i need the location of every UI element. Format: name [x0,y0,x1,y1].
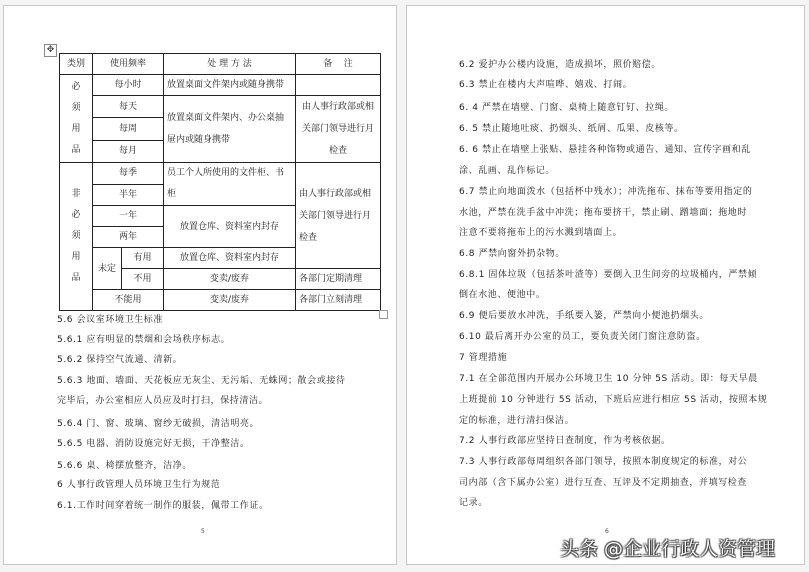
paragraph-line: 7 管理措施 [459,353,508,363]
freq-cell: 每周 [93,118,164,140]
note-cell: 各部门立刻清理 [296,290,381,311]
paragraph-line: 记录。 [459,498,488,508]
note-cell: 由人事行政部或相关部门领导进行月检查 [296,163,381,269]
document-page-6 [406,5,805,565]
document-page-5 [3,5,397,565]
paragraph-line: 6 人事行政管理人员环境卫生行为规范 [57,480,221,490]
paragraph-line: 上班提前 10 分钟进行 5S 活动，下班后应进行相应 5S 活动，按照本规 [459,395,768,405]
paragraph-line: 7.3 人事行政部每周组织各部门领导，按照本制度规定的标准，对公 [459,457,748,467]
table-header-row [60,54,381,75]
freq-useless: 不用 [122,269,164,290]
category-optional: 非 必 须 用 品 [60,163,93,311]
usage-frequency-table [59,53,381,311]
note-cell-empty [296,75,381,96]
paragraph-line: 涂、乱画、乱作标记。 [459,166,556,176]
paragraph-line: 5.6.2 保持空气流通、清新。 [57,355,183,365]
freq-unusable: 不能用 [93,290,164,311]
paragraph-line: 6.7 禁止向地面泼水（包括杯中残水）；冲洗拖布、抹布等要用指定的 [459,187,753,197]
paragraph-line: 6.2 爱护办公楼内设施，造成损坏，照价赔偿。 [459,60,661,70]
paragraph-line: 7.2 人事行政部应坚持日查制度，作为考核依据。 [459,436,671,446]
method-cell: 放置桌面文件架内、办公桌抽屉内或随身携带 [164,96,296,163]
paragraph-line: 5.6.4 门、窗、玻璃、窗纱无破损，清洁明亮。 [57,419,260,429]
note-cell: 由人事行政部或相关部门领导进行月检查 [296,96,381,163]
paragraph-line: 6.10 最后离开办公室的员工，要负责关闭门窗注意防盗。 [459,332,706,342]
paragraph-line: 5.6.1 应有明显的禁烟和会场秩序标志。 [57,335,231,345]
paragraph-line: 定的标准，进行清扫保洁。 [459,416,575,426]
method-cell: 放置仓库、资料室内封存 [164,206,296,248]
freq-cell: 半年 [93,184,164,206]
freq-cell: 一年 [93,206,164,227]
freq-undetermined: 未定 [93,248,122,290]
paragraph-line: 6.8 严禁向窗外扔杂物。 [459,249,565,259]
paragraph-line: 6.1.工作时间穿着统一制作的服装，佩带工作证。 [57,501,269,511]
freq-cell: 每月 [93,140,164,162]
paragraph-line: 水池，严禁在洗手盆中冲洗；拖布要挤干，禁止刷、蹭墙面；拖地时 [459,208,748,218]
table-move-handle-icon[interactable]: ✥ [44,44,57,57]
paragraph-line: 6. 5 禁止随地吐痰、扔烟头、纸屑、瓜果、皮核等。 [459,124,684,134]
freq-cell: 每季 [93,163,164,185]
freq-useful: 有用 [122,248,164,269]
paragraph-line: 司内部（含下属办公室）进行互查、互评及不定期抽查，并填写检查 [459,478,748,488]
page-number: 5 [201,528,205,535]
paragraph-line: 5.6.5 电器、消防设施完好无损，干净整洁。 [57,439,250,449]
header-method: 处 理 方 法 [164,54,296,75]
freq-cell: 两年 [93,227,164,248]
table-resize-handle[interactable] [379,310,388,319]
method-cell: 变卖/废弃 [164,290,296,311]
paragraph-line: 倒在水池、便池中。 [459,290,546,300]
paragraph-line: 完毕后，办公室相应人员应及时打扫，保持清洁。 [57,396,269,406]
paragraph-line: 5.6 会议室环境卫生标准 [57,315,163,325]
paragraph-line: 6. 4 严禁在墙壁、门窗、桌椅上随意钉钉、拉绳。 [459,103,675,113]
method-cell: 员工个人所使用的文件柜、书柜 [164,163,296,206]
method-cell: 放置桌面文件架内或随身携带 [164,75,296,96]
freq-cell: 每天 [93,96,164,118]
header-category: 类别 [60,54,93,75]
watermark: 头条 @企业行政人资管理 [560,538,776,560]
paragraph-line: 6. 6 禁止在墙壁上张贴、悬挂各种饰物或通告、通知、宣传字画和乱 [459,145,751,155]
paragraph-line: 6.3 禁止在楼内大声喧哗、嬉戏、打闹。 [459,80,633,90]
method-cell: 变卖/废弃 [164,269,296,290]
category-required: 必 须 用 品 [60,75,93,163]
paragraph-line: 6.9 便后要放水冲洗，手纸要入篓，严禁向小便池扔烟头。 [459,311,709,321]
header-note: 备 注 [296,54,381,75]
paragraph-line: 5.6.3 地面、墙面、天花板应无灰尘、无污垢、无蛛网；散会或接待 [57,376,346,386]
freq-cell: 每小时 [93,75,164,96]
paragraph-line: 7.1 在全部范围内开展办公环境卫生 10 分钟 5S 活动。即：每天早晨 [459,374,758,384]
note-cell: 各部门定期清理 [296,269,381,290]
method-cell: 放置仓库、资料室内封存 [164,248,296,269]
paragraph-line: 注意不要将拖布上的污水溅到墙面上。 [459,228,623,238]
page-number: 6 [605,528,609,535]
paragraph-line: 6.8.1 固体垃圾（包括茶叶渣等）要倒入卫生间旁的垃圾桶内，严禁倾 [459,270,758,280]
paragraph-line: 5.6.6 桌、椅摆放整齐，洁净。 [57,461,192,471]
header-frequency: 使用频率 [93,54,164,75]
